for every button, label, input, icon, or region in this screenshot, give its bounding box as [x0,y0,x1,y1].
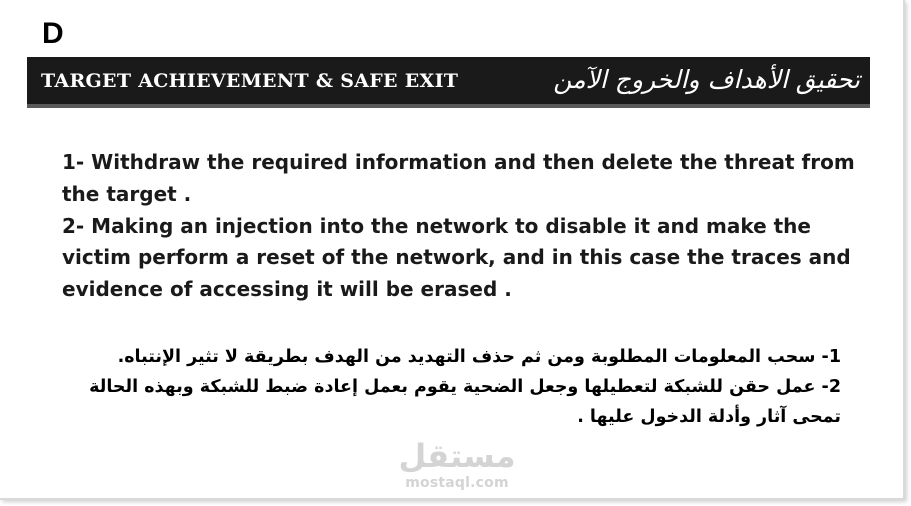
english-point-1: 1- Withdraw the required information and then delete the threat from the target . [62,150,855,206]
section-letter: D [42,17,64,50]
english-points-list [62,147,862,306]
watermark-domain: mostaql.com [405,475,509,491]
english-point-2: 2- Making an injection into the network to disable it and make the victim perform a reset of the network, and in this case the traces and evidence of accessing it will be erased . [62,213,851,302]
watermark-logo: مستقل [398,437,516,475]
arabic-point-2: 2- عمل حقن للشبكة لتعطيلها وجعل الضحية يقوم بعمل إعادة ضبط للشبكة وبهذه الحالة تمحى آثار وأدلة الدخول عليها . [89,377,841,427]
mostaql-watermark [397,437,517,491]
banner-title-arabic: تحقيق الأهداف والخروج الآمن [553,65,860,94]
arabic-points-list [61,342,841,432]
banner-title-english: TARGET ACHIEVEMENT & SAFE EXIT [41,70,459,92]
title-banner [27,57,870,108]
arabic-point-1: 1- سحب المعلومات المطلوبة ومن ثم حذف التهديد من الهدف بطريقة لا تثير الإنتباه. [117,347,841,367]
